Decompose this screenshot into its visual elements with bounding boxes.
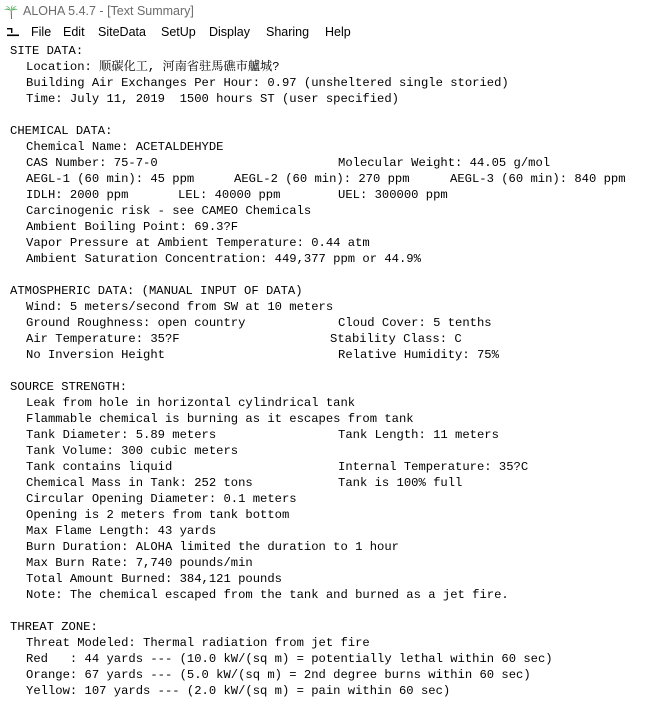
report-line: Internal Temperature: 35?C (338, 460, 529, 474)
report-line: IDLH: 2000 ppm (26, 188, 129, 202)
threat-zone-red: Red : 44 yards --- (10.0 kW/(sq m) = potentially lethal within 60 sec) (26, 652, 553, 666)
report-line: Ambient Saturation Concentration: 449,377 ppm or 44.9% (26, 252, 421, 266)
report-line: Carcinogenic risk - see CAMEO Chemicals (26, 204, 312, 218)
report-line: Note: The chemical escaped from the tank and burned as a jet fire. (26, 588, 509, 602)
report-line: Circular Opening Diameter: 0.1 meters (26, 492, 297, 506)
report-line: Tank is 100% full (338, 476, 463, 490)
report-line: Ambient Boiling Point: 69.3?F (26, 220, 239, 234)
report-line: Chemical Name: ACETALDEHYDE (26, 140, 224, 154)
report-line: CAS Number: 75-7-0 (26, 156, 158, 170)
report-line: Tank Diameter: 5.89 meters (26, 428, 217, 442)
section-heading-atmospheric-data: ATMOSPHERIC DATA: (MANUAL INPUT OF DATA) (10, 284, 303, 298)
report-line: Threat Modeled: Thermal radiation from jet fire (26, 636, 370, 650)
report-line: Tank Volume: 300 cubic meters (26, 444, 239, 458)
menu-display[interactable]: Display (209, 25, 250, 39)
report-line: UEL: 300000 ppm (338, 188, 448, 202)
report-line: Chemical Mass in Tank: 252 tons (26, 476, 253, 490)
report-line: Burn Duration: ALOHA limited the duration to 1 hour (26, 540, 399, 554)
section-heading-threat-zone: THREAT ZONE: (10, 620, 98, 634)
report-line: Molecular Weight: 44.05 g/mol (338, 156, 551, 170)
menu-file[interactable]: File (31, 25, 52, 39)
report-line: Total Amount Burned: 384,121 pounds (26, 572, 282, 586)
report-line: Time: July 11, 2019 1500 hours ST (user specified) (26, 92, 399, 106)
menu-bar (0, 23, 662, 42)
threat-zone-yellow: Yellow: 107 yards --- (2.0 kW/(sq m) = pain within 60 sec) (26, 684, 451, 698)
report-line: Wind: 5 meters/second from SW at 10 meters (26, 300, 334, 314)
report-line: Location: 顺碳化工, 河南省驻馬礁市艫城? (26, 60, 280, 74)
threat-zone-orange: Orange: 67 yards --- (5.0 kW/(sq m) = 2nd degree burns within 60 sec) (26, 668, 531, 682)
menu-help[interactable]: Help (325, 25, 351, 39)
report-line: Flammable chemical is burning as it escapes from tank (26, 412, 414, 426)
report-line: Tank Length: 11 meters (338, 428, 499, 442)
report-line: AEGL-1 (60 min): 45 ppm (26, 172, 195, 186)
report-line: Air Temperature: 35?F (26, 332, 180, 346)
report-line: AEGL-3 (60 min): 840 ppm (450, 172, 626, 186)
report-line: Cloud Cover: 5 tenths (338, 316, 492, 330)
section-heading-source-strength: SOURCE STRENGTH: (10, 380, 128, 394)
report-line: Opening is 2 meters from tank bottom (26, 508, 290, 522)
section-heading-site-data: SITE DATA: (10, 44, 84, 58)
menu-sitedata[interactable]: SiteData (98, 25, 146, 39)
title-bar (0, 0, 662, 23)
report-line: Vapor Pressure at Ambient Temperature: 0.44 atm (26, 236, 370, 250)
report-line: No Inversion Height (26, 348, 165, 362)
report-line: Max Burn Rate: 7,740 pounds/min (26, 556, 253, 570)
window-title: ALOHA 5.4.7 - [Text Summary] (23, 4, 194, 18)
aloha-palm-icon (3, 4, 19, 20)
document-icon[interactable] (6, 26, 20, 38)
text-summary-document[interactable] (0, 42, 662, 710)
menu-edit[interactable]: Edit (63, 25, 85, 39)
report-line: AEGL-2 (60 min): 270 ppm (234, 172, 410, 186)
report-line: Max Flame Length: 43 yards (26, 524, 217, 538)
report-line: Relative Humidity: 75% (338, 348, 499, 362)
report-line: Ground Roughness: open country (26, 316, 246, 330)
menu-sharing[interactable]: Sharing (266, 25, 310, 39)
report-line: Stability Class: C (330, 332, 462, 346)
section-heading-chemical-data: CHEMICAL DATA: (10, 124, 113, 138)
menu-setup[interactable]: SetUp (161, 25, 196, 39)
report-line: Building Air Exchanges Per Hour: 0.97 (unsheltered single storied) (26, 76, 509, 90)
report-line: LEL: 40000 ppm (178, 188, 281, 202)
report-line: Leak from hole in horizontal cylindrical tank (26, 396, 356, 410)
report-line: Tank contains liquid (26, 460, 173, 474)
